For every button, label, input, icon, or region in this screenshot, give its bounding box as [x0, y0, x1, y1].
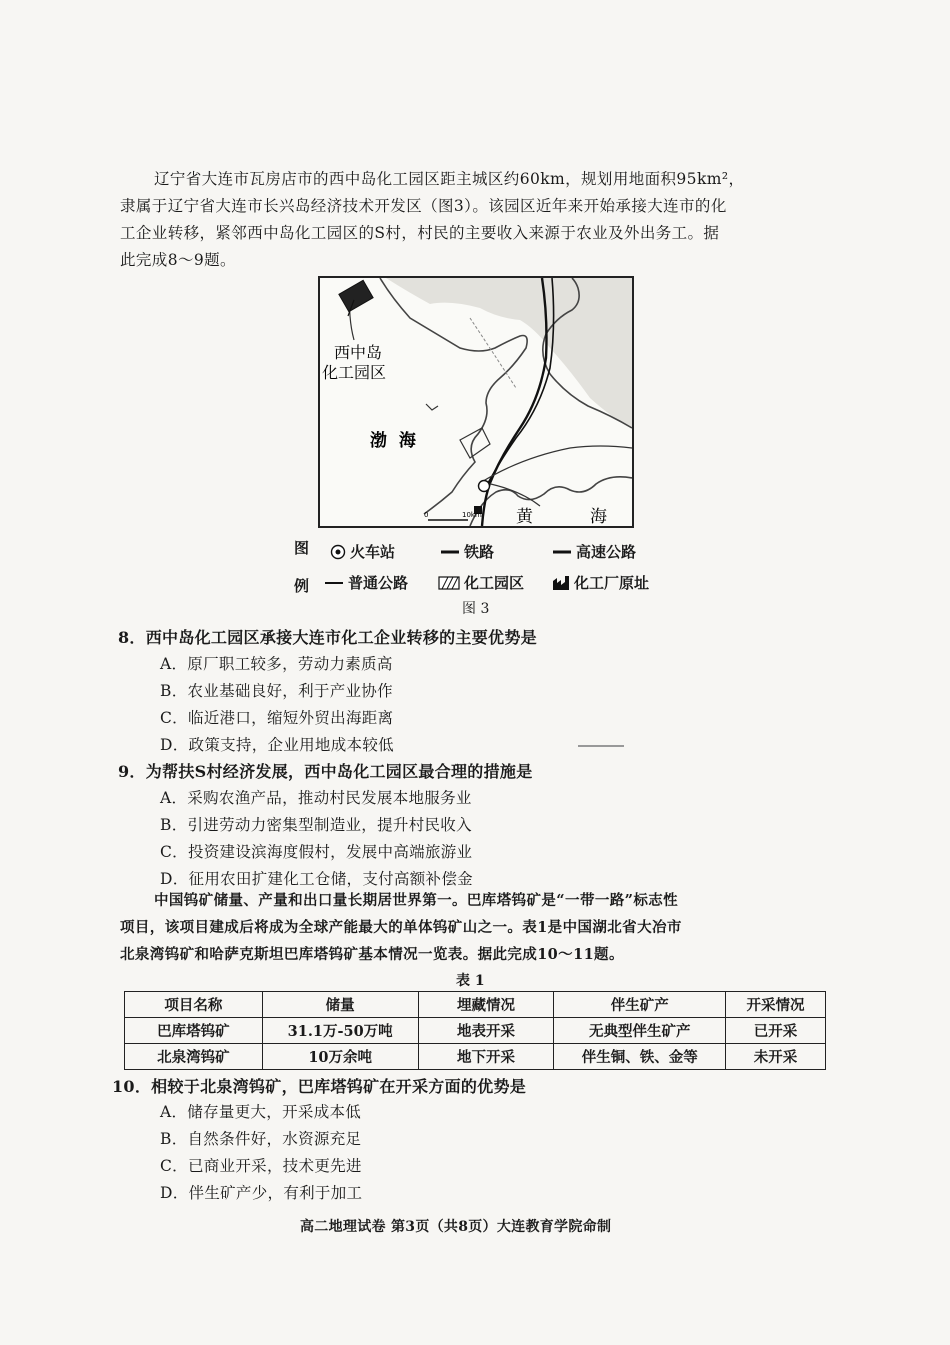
- table-header-cell: 项目名称: [125, 992, 263, 1018]
- intro1-line3: 工企业转移，紧邻西中岛化工园区的S村，村民的主要收入来源于农业及外出务工。据: [120, 224, 720, 242]
- intro-paragraph-1: [120, 166, 840, 274]
- figure-caption: 图 3: [462, 601, 490, 617]
- legend-expressway: [552, 541, 636, 562]
- table-cell: 北泉湾钨矿: [125, 1044, 263, 1070]
- label-bohai: 渤 海: [370, 431, 416, 451]
- table-header-cell: 埋藏情况: [418, 992, 554, 1018]
- table-header-cell: 伴生矿产: [554, 992, 726, 1018]
- label-park-1: 西中岛: [334, 343, 383, 362]
- table-header-cell: 开采情况: [726, 992, 826, 1018]
- question-10-stem: 10．相较于北泉湾钨矿，巴库塔钨矿在开采方面的优势是: [112, 1077, 527, 1096]
- railway-symbol-icon: [440, 547, 460, 557]
- expressway-symbol-icon: [552, 547, 572, 557]
- mine-comparison-table: [124, 991, 826, 1070]
- sea-mark: [426, 404, 438, 410]
- label-yellow-2: 海: [590, 507, 607, 526]
- intro1-line2: 隶属于辽宁省大连市长兴岛经济技术开发区（图3）。该园区近年来开始承接大连市的化: [120, 197, 727, 215]
- coastline-south: [470, 477, 632, 526]
- intro1-line4: 此完成8～9题。: [120, 251, 236, 269]
- table-header-cell: 储量: [262, 992, 418, 1018]
- road-symbol-icon: [324, 578, 344, 588]
- hatch-park-icon: [438, 576, 460, 590]
- legend-park: [438, 572, 524, 593]
- scale-km: 10km: [462, 511, 482, 519]
- legend-park-label: 化工园区: [464, 574, 525, 592]
- table-header-row: [125, 992, 826, 1018]
- question-9-option-c: C．投资建设滨海度假村，发展中高端旅游业: [160, 843, 473, 861]
- stray-dash-mark: [578, 745, 624, 747]
- intro1-line1: 辽宁省大连市瓦房店市的西中岛化工园区距主城区约60km，规划用地面积95km²，: [154, 170, 745, 188]
- table-cell: 伴生铜、铁、金等: [554, 1044, 726, 1070]
- question-9-stem: 9．为帮扶S村经济发展，西中岛化工园区最合理的措施是: [118, 762, 533, 781]
- factory-site-icon: [552, 575, 570, 591]
- table-cell: 地下开采: [418, 1044, 554, 1070]
- legend-station: [330, 541, 395, 562]
- question-8-option-d: D．政策支持，企业用地成本较低: [160, 736, 394, 754]
- legend-road: [324, 572, 408, 593]
- question-9-option-d: D．征用农田扩建化工仓储，支付高额补偿金: [160, 870, 473, 888]
- legend-label-li: 例: [294, 577, 310, 595]
- table-cell: 地表开采: [418, 1018, 554, 1044]
- question-8-stem: 8．西中岛化工园区承接大连市化工企业转移的主要优势是: [118, 628, 537, 647]
- intro-paragraph-2: [120, 887, 840, 968]
- intro2-line1: 中国钨矿储量、产量和出口量长期居世界第一。巴库塔钨矿是“一带一路”标志性: [154, 892, 679, 909]
- table-row: [125, 1018, 826, 1044]
- legend-old-site: [552, 572, 649, 593]
- road-line-3: [486, 483, 540, 506]
- map-svg: [320, 278, 632, 526]
- station-icon: [479, 481, 490, 492]
- table-caption: 表 1: [456, 973, 485, 989]
- legend-label-tu: 图: [294, 539, 310, 557]
- legend-road-label: 普通公路: [348, 574, 409, 592]
- train-station-icon: [330, 544, 346, 560]
- table-cell: 已开采: [726, 1018, 826, 1044]
- question-10-option-b: B．自然条件好，水资源充足: [160, 1130, 362, 1148]
- legend-old-site-label: 化工厂原址: [574, 574, 650, 592]
- park-hatch-box: [339, 280, 373, 311]
- intro2-line2: 项目，该项目建成后将成为全球产能最大的单体钨矿山之一。表1是中国湖北省大冶市: [120, 919, 682, 936]
- legend-railway: [440, 541, 494, 562]
- table-row: [125, 1044, 826, 1070]
- table-cell: 未开采: [726, 1044, 826, 1070]
- legend-expressway-label: 高速公路: [576, 543, 637, 561]
- question-10-option-c: C．已商业开采，技术更先进: [160, 1157, 362, 1175]
- island: [460, 428, 490, 458]
- page-footer: 高二地理试卷 第3页（共8页）大连教育学院命制: [300, 1219, 612, 1235]
- label-yellow-1: 黄: [516, 507, 533, 526]
- question-8-option-b: B．农业基础良好，利于产业协作: [160, 682, 393, 700]
- legend-railway-label: 铁路: [464, 543, 495, 561]
- map-figure-3: [318, 276, 634, 528]
- table-cell: 31.1万-50万吨: [262, 1018, 418, 1044]
- table-cell: 10万余吨: [262, 1044, 418, 1070]
- question-8-option-a: A．原厂职工较多，劳动力素质高: [160, 655, 393, 673]
- question-8-option-c: C．临近港口，缩短外贸出海距离: [160, 709, 394, 727]
- question-10-option-a: A．储存量更大，开采成本低: [160, 1103, 362, 1121]
- question-9-option-b: B．引进劳动力密集型制造业，提升村民收入: [160, 816, 472, 834]
- question-10-option-d: D．伴生矿产少，有利于加工: [160, 1184, 363, 1202]
- scale-zero: 0: [424, 511, 429, 519]
- table-cell: 无典型伴生矿产: [554, 1018, 726, 1044]
- label-park-2: 化工园区: [322, 363, 387, 382]
- table-cell: 巴库塔钨矿: [125, 1018, 263, 1044]
- intro2-line3: 北泉湾钨矿和哈萨克斯坦巴库塔钨矿基本情况一览表。据此完成10～11题。: [120, 946, 624, 963]
- question-9-option-a: A．采购农渔产品，推动村民发展本地服务业: [160, 789, 472, 807]
- legend-station-label: 火车站: [350, 543, 396, 561]
- river: [470, 318, 516, 388]
